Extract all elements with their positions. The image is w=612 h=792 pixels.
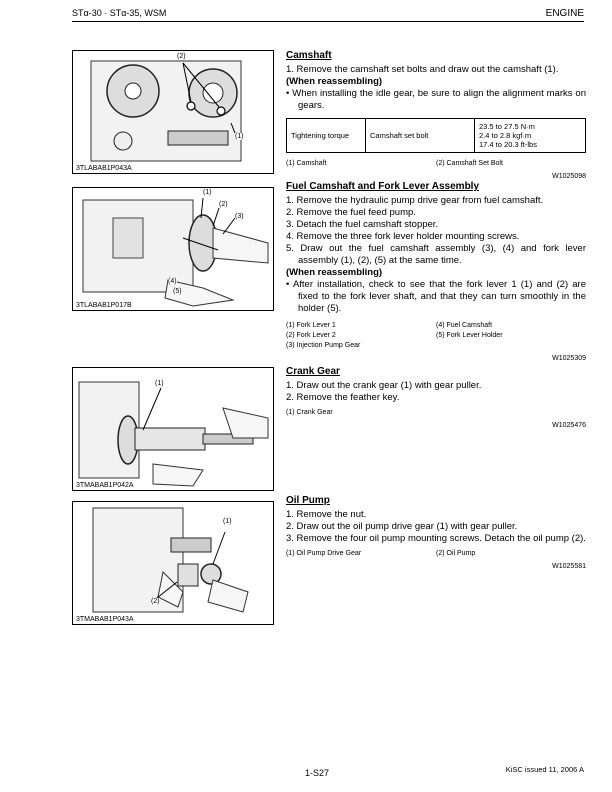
callout-label: (2) [151,598,160,605]
callout-label: (1) [223,518,232,525]
figure-oil-pump [72,501,274,625]
callout-label: (3) [235,213,244,220]
torque-table [286,118,586,153]
reference-list: (1) Crank Gear [286,409,333,416]
torque-values: 23.5 to 27.5 N·m 2.4 to 2.8 kgf·m 17.4 to 20.3 ft-lbs [475,119,586,153]
callout-label: (4) [168,278,177,285]
step-item: 2. Draw out the oil pump drive gear (1) with gear puller. [286,521,518,532]
step-item: 3. Detach the fuel camshaft stopper. [286,219,439,230]
reassembly-heading: (When reassembling) [286,76,383,87]
step-item: 5. Draw out the fuel camshaft assembly (3), (4) and fork lever assembly (1), (2), (5) at the same time. [286,243,586,266]
reassembly-heading: (When reassembling) [286,267,383,278]
header-manual-title: STα-30 · STα-35, WSM [72,8,167,18]
figure-crank-gear [72,367,274,491]
reference-list: (1) Camshaft (2) Camshaft Set Bolt [286,160,503,167]
figure-caption: 3TLABAB1P043A [76,165,132,172]
step-item: 1. Remove the nut. [286,509,367,520]
step-item: 1. Draw out the crank gear (1) with gear puller. [286,380,482,391]
note-item: • When installing the idle gear, be sure to align the alignment marks on gears. [286,88,586,111]
header-divider [72,21,584,22]
section-crank-gear [286,366,586,429]
reference-list: (1) Oil Pump Drive Gear (2) Oil Pump [286,550,476,557]
figure-caption: 3TLABAB1P017B [76,302,132,309]
callout-label: (2) [177,53,186,60]
section-camshaft [286,50,586,180]
step-item: 2. Remove the fuel feed pump. [286,207,416,218]
crank-gear-illustration [73,368,273,490]
issue-note: KiSC issued 11, 2006 A [505,765,584,774]
page-number: 1-S27 [305,768,330,778]
figure-caption: 3TMABAB1P043A [76,616,134,623]
callout-label: (5) [173,288,182,295]
step-item: 1. Remove the hydraulic pump drive gear from fuel camshaft. [286,195,544,206]
oil-pump-illustration [73,502,273,624]
torque-item: Camshaft set bolt [366,119,475,153]
callout-label: (1) [235,133,244,140]
document-code: W1025581 [552,563,586,570]
figure-camshaft [72,50,274,174]
section-title: Camshaft [286,50,332,61]
step-item: 2. Remove the feather key. [286,392,400,403]
note-item: • After installation, check to see that the fork lever 1 (1) and (2) are fixed to the fork lever shaft, and that they can turn smoothly in the holder (5). [286,279,586,314]
section-oil-pump [286,495,586,570]
document-code: W1025098 [552,173,586,180]
document-code: W1025476 [552,422,586,429]
step-item: 3. Remove the four oil pump mounting screws. Detach the oil pump (2). [286,533,586,544]
step-item: 4. Remove the three fork lever holder mounting screws. [286,231,520,242]
section-title: Oil Pump [286,495,330,506]
figure-caption: 3TMABAB1P042A [76,482,134,489]
step-item: 1. Remove the camshaft set bolts and draw out the camshaft (1). [286,64,559,75]
callout-label: (2) [219,201,228,208]
section-title: Fuel Camshaft and Fork Lever Assembly [286,181,480,192]
torque-label: Tightening torque [287,119,366,153]
section-fuel-camshaft [286,181,586,362]
header-section-title: ENGINE [545,8,584,19]
document-code: W1025309 [552,355,586,362]
callout-label: (1) [155,380,164,387]
camshaft-illustration [73,51,273,173]
reference-list: (1) Fork Lever 1 (4) Fuel Camshaft (2) Fork Lever 2 (5) Fork Lever Holder (3) Injection Pump Gear [286,322,503,349]
figure-fuel-camshaft [72,187,274,311]
section-title: Crank Gear [286,366,340,377]
callout-label: (1) [203,189,212,196]
